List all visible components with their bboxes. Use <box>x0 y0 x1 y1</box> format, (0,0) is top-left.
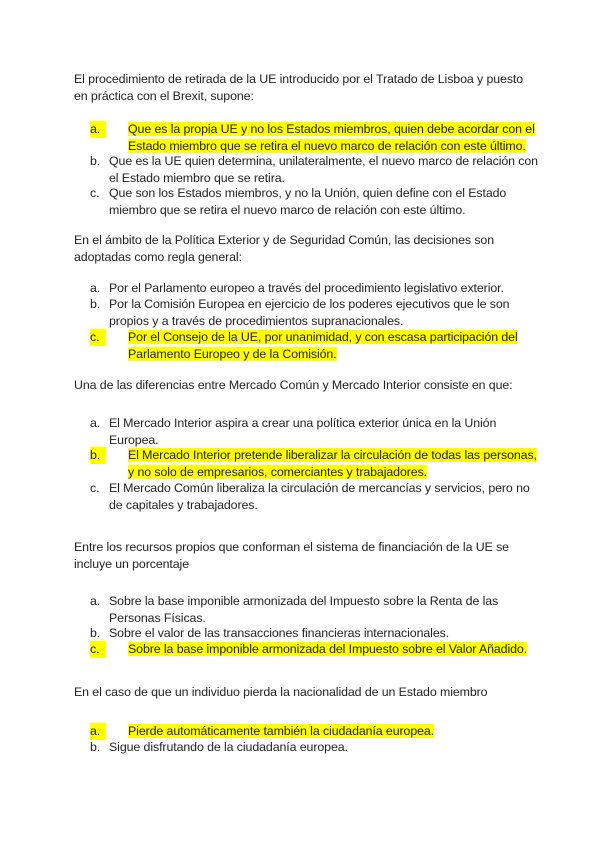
option-text: Que es la propia UE y no los Estados miembros, quien debe acordar con el Estado miembro que se retira el nuevo marco de relación con este último. <box>128 122 535 153</box>
option-text: Sobre la base imponible armonizada del Impuesto sobre el Valor Añadido. <box>128 642 528 656</box>
option-letter: c. <box>90 641 106 658</box>
option-text: El Mercado Interior pretende liberalizar la circulación de todas las personas, y no solo de empresarios, comerciantes y trabajadores. <box>128 448 537 479</box>
option-letter: c. <box>90 186 100 200</box>
option-letter: c. <box>90 329 106 346</box>
option-text: Sobre el valor de las transacciones financieras internacionales. <box>109 626 450 640</box>
question-2-option-a <box>90 280 540 297</box>
option-text: Sigue disfrutando de la ciudadanía europea. <box>109 740 348 754</box>
question-4: Entre los recursos propios que conforman el sistema de financiación de la UE se incluye un porcentaje <box>74 540 509 571</box>
option-letter: c. <box>90 481 100 495</box>
question-3-option-a <box>90 415 540 448</box>
question-1: El procedimiento de retirada de la UE introducido por el Tratado de Lisboa y puesto en práctica con el Brexit, supone: <box>74 72 524 103</box>
question-1-option-b <box>90 153 540 186</box>
option-text: Que son los Estados miembros, y no la Unión, quien define con el Estado miembro que se retira el nuevo marco de relación con este último. <box>109 186 507 217</box>
question-4-option-a <box>90 593 540 626</box>
question-3-option-b <box>90 447 540 480</box>
option-text: El Mercado Interior aspira a crear una política exterior única en la Unión Europea. <box>109 416 497 447</box>
option-letter: b. <box>90 154 101 168</box>
question-5: En el caso de que un individuo pierda la nacionalidad de un Estado miembro <box>74 685 488 699</box>
question-4-option-c <box>90 641 540 658</box>
question-5-option-b <box>90 739 540 756</box>
option-letter: a. <box>90 416 101 430</box>
option-text: El Mercado Común liberaliza la circulación de mercancías y servicios, pero no de capitales y trabajadores. <box>109 481 530 512</box>
option-text: Que es la UE quien determina, unilateralmente, el nuevo marco de relación con el Estado miembro que se retira. <box>109 154 538 185</box>
option-text: Sobre la base imponible armonizada del Impuesto sobre la Renta de las Personas Físicas. <box>109 594 499 625</box>
question-1-option-c <box>90 185 540 218</box>
option-text: Por la Comisión Europea en ejercicio de los poderes ejecutivos que le son propios y a través de procedimientos supranacionales. <box>109 297 510 328</box>
option-text: Por el Consejo de la UE, por unanimidad, y con escasa participación del Parlamento Europeo y de la Comisión. <box>128 330 518 361</box>
question-2-option-b <box>90 296 540 329</box>
question-3-option-c <box>90 480 540 513</box>
option-letter: a. <box>90 121 106 138</box>
question-2: En el ámbito de la Política Exterior y de Seguridad Común, las decisiones son adoptadas como regla general: <box>74 233 495 264</box>
question-2-option-c <box>90 329 540 362</box>
option-letter: a. <box>90 594 101 608</box>
question-3: Una de las diferencias entre Mercado Común y Mercado Interior consiste en que: <box>74 378 513 392</box>
option-text: Pierde automáticamente también la ciudadanía europea. <box>128 724 435 738</box>
option-letter: b. <box>90 297 101 311</box>
question-5-option-a <box>90 723 540 740</box>
option-letter: a. <box>90 281 101 295</box>
option-text: Por el Parlamento europeo a través del procedimiento legislativo exterior. <box>109 281 504 295</box>
option-letter: b. <box>90 447 106 464</box>
option-letter: b. <box>90 740 101 754</box>
option-letter: b. <box>90 626 101 640</box>
option-letter: a. <box>90 723 106 740</box>
question-4-option-b <box>90 625 540 642</box>
question-1-option-a <box>90 121 540 154</box>
